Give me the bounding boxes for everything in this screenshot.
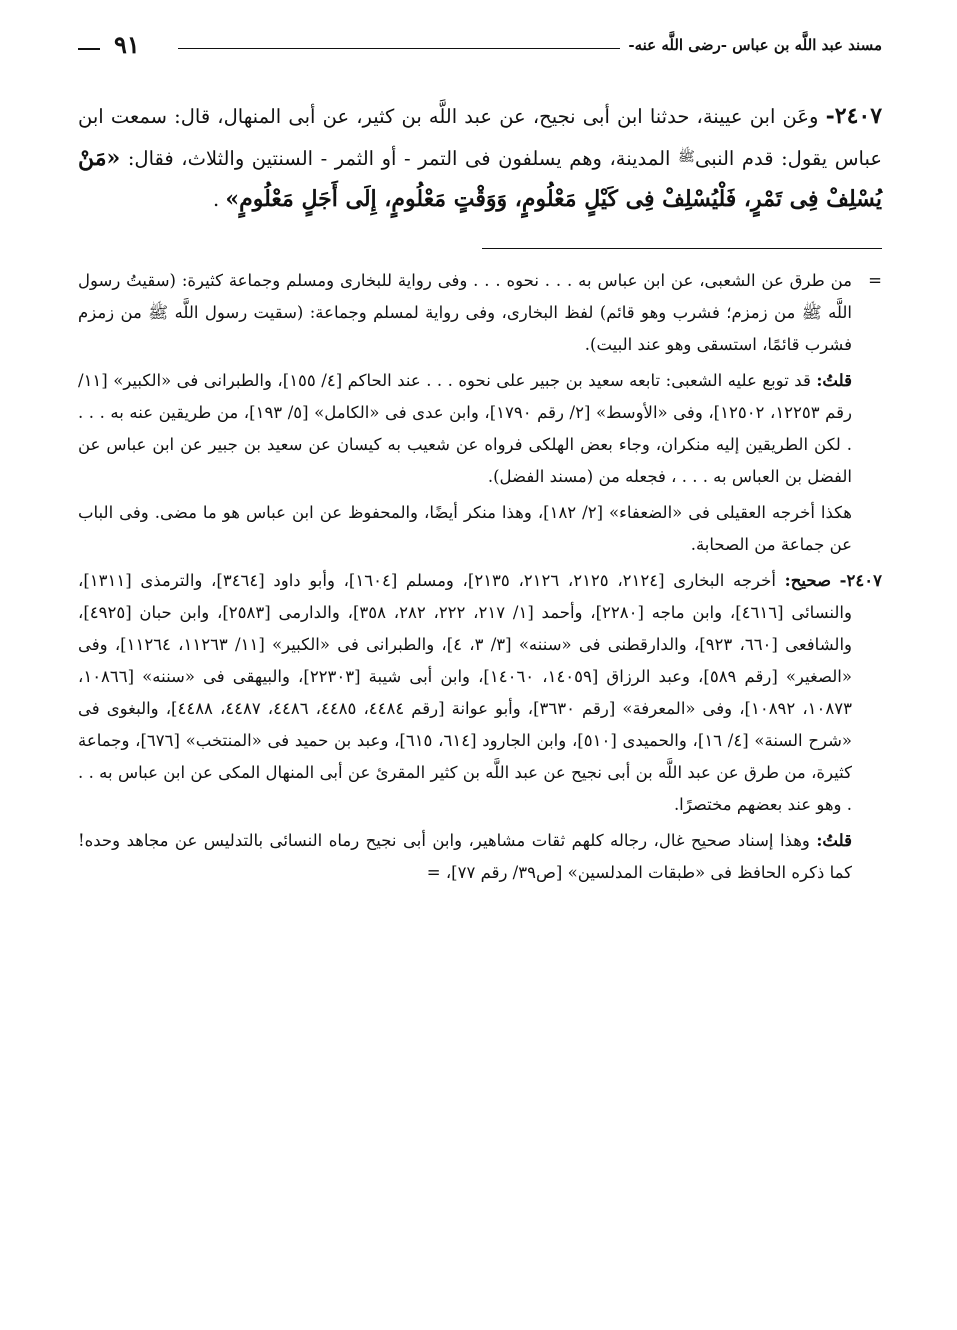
footnote-continuation — [78, 265, 882, 361]
continues-marker: = — [426, 863, 441, 882]
footnote-paragraph — [78, 497, 882, 561]
prophet-words: «مَنْ يُسْلِفْ فِى تَمْرٍ، فَلْيُسْلِفْ فِى كَيْلٍ مَعْلُومٍ، وَوَقْتٍ مَعْلُومٍ، إِلَى أَجَلٍ مَعْلُومٍ» — [78, 145, 882, 212]
book-page — [78, 22, 882, 1312]
page-number: ٩١ — [114, 30, 140, 59]
hadith-chain: وعَن ابن عيينة، حدثنا ابن أبى نجيح، عن عبد اللَّه بن كثير، عن أبى المنهال، قال: سمعت ابن عباس يقول: قدم النبى — [78, 105, 883, 170]
qultu-label: قلتُ: — [816, 831, 852, 850]
takhrij-number: ٢٤٠٧- — [839, 571, 882, 590]
page-number-dash — [78, 48, 100, 50]
footnotes — [78, 265, 882, 889]
takhrij-label: صحيح: — [784, 571, 831, 590]
footnote-takhrij — [78, 565, 882, 821]
footnote-qultu-2 — [78, 825, 882, 889]
footnote-qultu-1 — [78, 365, 882, 493]
hadith-number: ٢٤٠٧- — [825, 103, 883, 129]
continuation-text: من طرق عن الشعبى، عن ابن عباس به . . . نحوه . . . وفى رواية للبخارى ومسلم وجماعة كثيرة: (سقيتُ رسول اللَّه ﷺ من زمزم؛ فشرب وهو قائم) لفظ البخارى، وفى رواية لمسلم وجماعة: (سقيت رسول اللَّه ﷺ من زمزم فشرب قائمًا، استسقى وهو عند البيت). — [78, 271, 852, 354]
salutation-glyph: ﷺ — [678, 149, 695, 165]
qultu-text: وهذا إسناد صحيح غال، رجاله كلهم ثقات مشاهير، وابن أبى نجيح رماه النسائى بالتدليس عن مجاهد وحده! كما ذكره الحافظ فى «طبقات المدلسين» [ص٣٩/ رقم ٧٧]، — [78, 831, 852, 882]
hadith-narration: المدينة، وهم يسلفون فى التمر - أو الثمر - السنتين والثلاث، فقال: — [127, 147, 671, 170]
takhrij-text: أخرجه البخارى [٢١٢٤، ٢١٢٥، ٢١٢٦، ٢١٣٥]، ومسلم [١٦٠٤]، وأبو داود [٣٤٦٤]، والترمذى [١٣١١]، والنسائى [٤٦١٦]، وابن ماجه [٢٢٨٠]، وأحمد [١/ ٢١٧، ٢٢٢، ٢٨٢، ٣٥٨]، والدارمى [٢٥٨٣]، وابن حبان [٤٩٢٥]، والشافعى [٦٦٠، ٩٢٣]، والدارقطنى فى «سننه» [٣/ ٣، ٤]، والطبرانى فى «الكبير» [١١/ ١١٢٦٣، ١١٢٦٤]، وفى «الصغير» [رقم ٥٨٩]، وعبد الرزاق [١٤٠٥٩، ١٤٠٦٠]، وابن أبى شيبة [٢٢٣٠٣]، والبيهقى فى «سننه» [١٠٨٦٦، ١٠٨٧٣، ١٠٨٩٢]، وفى «المعرفة» [رقم ٣٦٣٠]، وأبو عوانة [رقم ٤٤٨٤، ٤٤٨٥، ٤٤٨٦، ٤٤٨٧، ٤٤٨٨]، والبغوى فى «شرح السنة» [٤/ ١٦]، والحميدى [٥١٠]، وابن الجارود [٦١٤، ٦١٥]، وعبد بن حميد فى «المنتخب» [٦٧٦]، وجماعة كثيرة، من طرق عن عبد اللَّه بن أبى نجيح عن عبد اللَّه بن كثير المقرئ عن أبى المنهال المكى عن ابن عباس به . . . وهو عند بعضهم مختصرًا. — [78, 571, 853, 814]
qultu-label: قلتُ: — [816, 371, 852, 390]
paragraph-text: هكذا أخرجه العقيلى فى «الضعفاء» [٢/ ١٨٢]، وهذا منكر أيضًا، والمحفوظ عن ابن عباس هو ما مضى. وفى الباب عن جماعة من الصحابة. — [78, 503, 852, 554]
running-header — [78, 22, 882, 66]
header-rule — [178, 48, 620, 49]
footnote-separator — [482, 248, 882, 249]
running-title: مسند عبد اللَّه بن عباس -رضى اللَّه عنه- — [628, 36, 882, 54]
hadith-text — [78, 96, 882, 220]
qultu-text: قد توبع عليه الشعبى: تابعه سعيد بن جبير على نحوه . . . عند الحاكم [٤/ ١٥٥]، والطبرانى فى «الكبير» [١١/ رقم ١٢٢٥٣، ١٢٥٠٢]، وفى «الأوسط» [٢/ رقم ١٧٩٠]، وابن عدى فى «الكامل» [٥/ ١٩٣]، من طريقين عنه به . . . . لكن الطريقين إليه منكران، وجاء بعض الهلكى فرواه عن شعيب به كيسان عن سعيد بن جبير عن ابن عباس عن الفضل بن العباس به . . . ، فجعله من (مسند الفضل). — [78, 371, 853, 486]
hadith-end: . — [213, 188, 220, 211]
continuation-marker: = — [868, 271, 882, 290]
